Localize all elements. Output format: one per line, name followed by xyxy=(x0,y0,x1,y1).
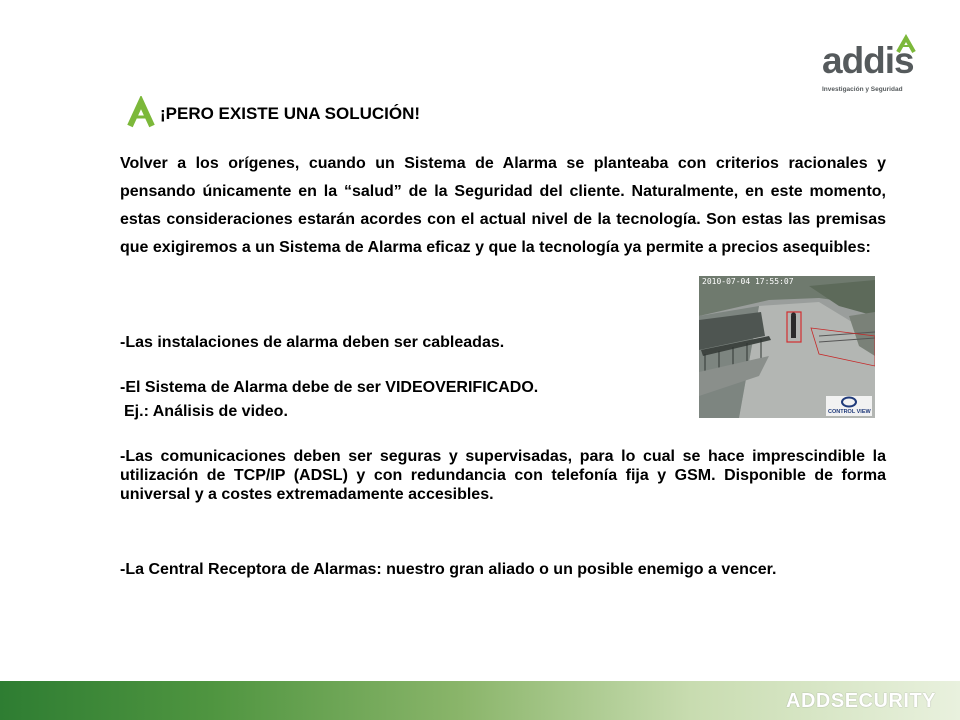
point-comunicaciones: -Las comunicaciones deben ser seguras y supervisadas, para lo cual se hace imprescindible la utilización de TCP/IP (ADSL) y con redundancia con telefonía fija y GSM. Disponible de forma universal y a costes extremadamente accesibles. xyxy=(120,448,886,503)
point-cableado: -Las instalaciones de alarma deben ser cableadas. xyxy=(120,334,505,351)
slide-heading: ¡PERO EXISTE UNA SOLUCIÓN! xyxy=(160,104,421,123)
point-video-example: Ej.: Análisis de video. xyxy=(124,403,288,420)
logo-tagline: Investigación y Seguridad xyxy=(822,86,903,93)
surveillance-camera-image xyxy=(699,276,875,418)
footer-brand: ADDSECURITY xyxy=(786,690,936,712)
camera-brand-icon xyxy=(826,396,872,408)
camera-timestamp: 2010-07-04 17:55:07 xyxy=(702,277,794,286)
point-video: -El Sistema de Alarma debe de ser VIDEOVERIFICADO. xyxy=(120,379,539,396)
logo-wordmark: addis xyxy=(822,40,914,81)
camera-brand-logo xyxy=(826,396,872,416)
heading-caret-icon xyxy=(124,96,158,130)
camera-brand-text: CONTROL VIEW xyxy=(828,409,871,415)
point-central: -La Central Receptora de Alarmas: nuestro gran aliado o un posible enemigo a vencer. xyxy=(120,561,777,578)
intro-paragraph: Volver a los orígenes, cuando un Sistema de Alarma se planteaba con criterios racionales y pensando únicamente en la “salud” de la Seguridad del cliente. Naturalmente, en este momento, estas consideraciones estarán acordes con el actual nivel de la tecnología. Son estas las premisas que exigiremos a un Sistema de Alarma eficaz y que la tecnología ya permite a precios asequibles: xyxy=(120,155,886,256)
addis-logo xyxy=(818,34,918,98)
